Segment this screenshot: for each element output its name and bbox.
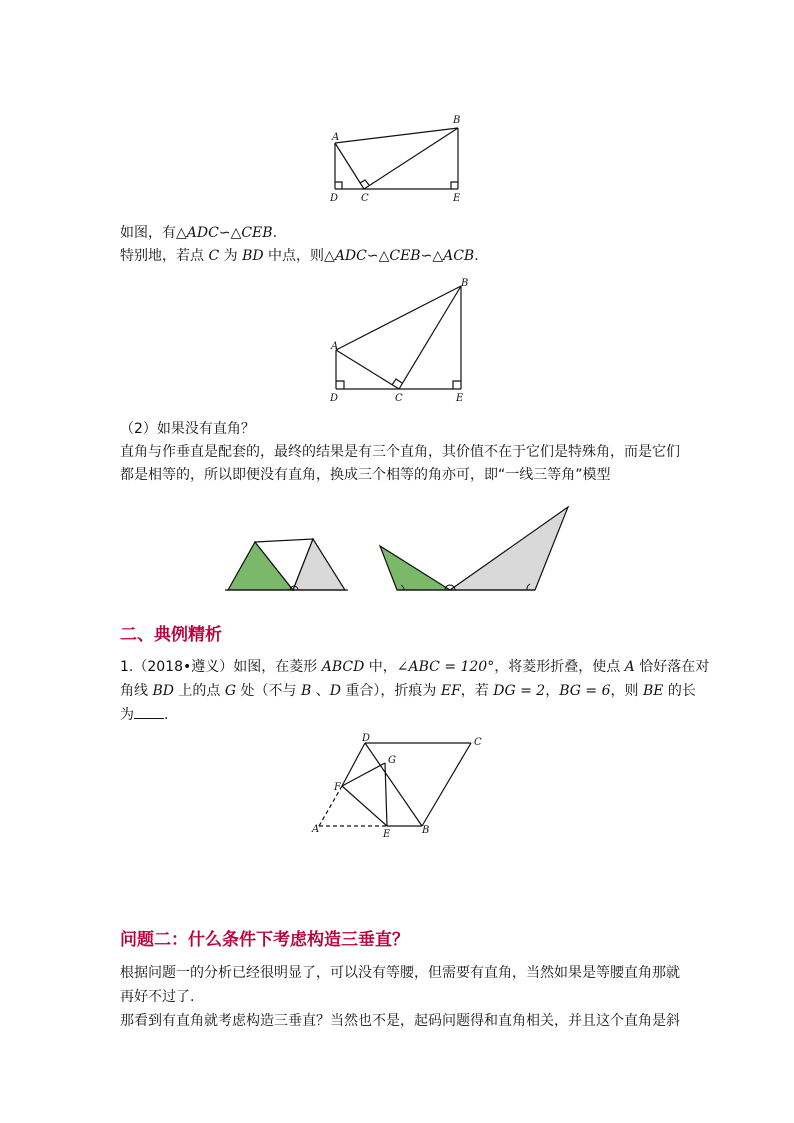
paragraph-3-line-1: 根据问题一的分析已经很明显了，可以没有等腰，但需要有直角，当然如果是等腰直角那就	[120, 965, 680, 981]
figure-3-three-equal-angles	[220, 500, 580, 600]
example-1-line-3: 为 .	[120, 707, 169, 723]
paragraph-special-case: 特别地，若点 C 为 BD 中点，则△ADC∽△CEB∽△ACB.	[120, 248, 479, 264]
label-E: E	[456, 393, 464, 404]
answer-blank	[134, 706, 164, 719]
figure-2-midpoint-case	[325, 276, 475, 406]
question-2-line-2: 都是相等的，所以即便没有直角，换成三个相等的角亦可，即“一线三等角”模型	[120, 467, 611, 483]
label-D: D	[330, 393, 339, 404]
label-A: A	[331, 341, 339, 352]
figure-1-three-perpendicular	[325, 112, 475, 207]
label-B: B	[453, 115, 461, 126]
question-2-line-1: 直角与作垂直是配套的，最终的结果是有三个直角，其价值不在于它们是特殊角，而是它们	[120, 444, 680, 460]
paragraph-3-line-3: 那看到有直角就考虑构造三垂直？当然也不是，起码问题得和直角相关，并且这个直角是斜	[120, 1013, 680, 1029]
label-D: D	[330, 193, 339, 204]
label-C: C	[474, 737, 482, 748]
question-2-title: （2）如果没有直角？	[120, 421, 255, 437]
paragraph-3-line-2: 再好不过了.	[120, 989, 195, 1005]
section-title-examples: 二、典例精析	[120, 625, 222, 645]
problem-2-title: 问题二：什么条件下考虑构造三垂直？	[120, 930, 409, 950]
label-C: C	[361, 193, 369, 204]
paragraph-similar: 如图，有△ADC∽△CEB.	[120, 225, 278, 241]
example-1-line-2: 角线 BD 上的点 G 处（不与 B 、D 重合），折痕为 EF，若 DG = 2，BG = 6，则 BE 的长	[120, 683, 696, 699]
label-B: B	[461, 278, 469, 289]
label-E: E	[453, 193, 461, 204]
label-D: D	[362, 733, 371, 744]
label-G: G	[388, 755, 396, 766]
label-F: F	[334, 782, 341, 793]
label-B: B	[422, 825, 430, 836]
figure-4-rhombus-fold	[305, 728, 495, 843]
example-1-line-1: 1.（2018•遵义）如图，在菱形 ABCD 中，∠ABC = 120°，将菱形折叠，使点 A 恰好落在对	[120, 659, 710, 675]
label-A: A	[312, 824, 320, 835]
label-A: A	[332, 132, 340, 143]
label-E: E	[383, 829, 391, 840]
label-C: C	[395, 393, 403, 404]
